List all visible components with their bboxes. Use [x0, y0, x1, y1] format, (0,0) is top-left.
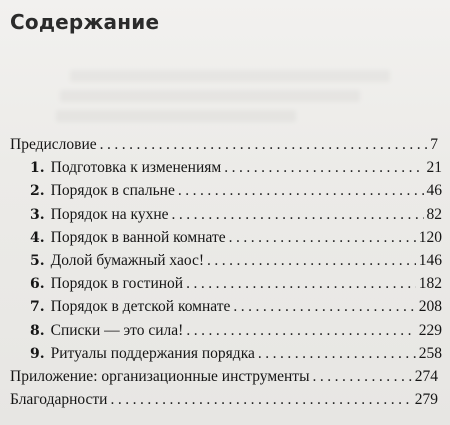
toc-entry-chapter-6: [10, 275, 442, 298]
chapter-number: 3.: [30, 206, 45, 223]
chapter-number: 1.: [30, 160, 45, 177]
toc-page-number: 208: [418, 298, 442, 316]
chapter-number: 2.: [30, 183, 45, 200]
toc-entry-title: Порядок в детской комнате: [50, 298, 231, 316]
toc-page-number: 146: [418, 251, 442, 269]
dot-leader: [233, 298, 415, 316]
toc-entry-chapter-8: [10, 322, 442, 345]
toc-entry-title: Предисловие: [10, 136, 97, 153]
toc-entry-acknowledgments: [10, 391, 442, 414]
toc-entry-title: Списки — это сила!: [50, 321, 184, 339]
toc-page-number: 120: [418, 228, 442, 246]
toc-entry-title: Порядок в гостиной: [50, 275, 184, 293]
toc-entry-title: Долой бумажный хаос!: [50, 251, 205, 269]
dot-leader: [110, 391, 411, 409]
toc-page-number: 7: [430, 136, 438, 153]
toc-entry-chapter-3: [10, 206, 442, 229]
dot-leader: [100, 136, 428, 154]
toc-page-number: 46: [426, 182, 442, 200]
chapter-number: 8.: [30, 322, 45, 339]
toc-page-number: 82: [426, 205, 442, 223]
dot-leader: [186, 275, 416, 293]
toc-entry-chapter-5: [10, 252, 442, 275]
chapter-number: 6.: [30, 276, 45, 293]
show-through-text: [60, 90, 360, 102]
dot-leader: [178, 182, 424, 200]
toc-entry-title: Порядок в ванной комнате: [50, 228, 226, 246]
dot-leader: [313, 368, 412, 386]
toc-entry-appendix: [10, 368, 442, 391]
dot-leader: [172, 206, 424, 224]
dot-leader: [207, 252, 416, 270]
table-of-contents: [10, 136, 442, 414]
toc-entry-title: Ритуалы поддержания порядка: [50, 344, 255, 362]
toc-page-number: 229: [418, 321, 442, 339]
dot-leader: [186, 322, 415, 340]
dot-leader: [224, 159, 423, 177]
chapter-number: 5.: [30, 252, 45, 269]
toc-entry-title: Порядок в спальне: [50, 182, 175, 200]
toc-page-number: 279: [414, 391, 438, 409]
toc-page-number: 274: [414, 367, 438, 385]
toc-entry-chapter-9: [10, 345, 442, 368]
toc-entry-chapter-7: [10, 298, 442, 321]
dot-leader: [258, 345, 416, 363]
show-through-text: [70, 70, 390, 82]
chapter-number: 9.: [30, 345, 45, 362]
toc-page-number: 182: [418, 275, 442, 293]
chapter-number: 7.: [30, 299, 45, 316]
toc-entry-title: Порядок на кухне: [50, 205, 169, 223]
contents-heading: Содержание: [10, 10, 160, 34]
show-through-text: [56, 110, 296, 122]
chapter-number: 4.: [30, 229, 45, 246]
dot-leader: [229, 229, 416, 247]
toc-entry-title: Подготовка к изменениям: [50, 159, 222, 177]
toc-entry-preface: [10, 136, 442, 159]
toc-entry-title: Благодарности: [10, 391, 108, 409]
toc-entry-chapter-1: [10, 159, 442, 182]
toc-page-number: 21: [426, 159, 442, 177]
toc-entry-chapter-2: [10, 182, 442, 205]
toc-page-number: 258: [418, 344, 442, 362]
toc-entry-chapter-4: [10, 229, 442, 252]
toc-entry-title: Приложение: организационные инструменты: [10, 367, 310, 385]
